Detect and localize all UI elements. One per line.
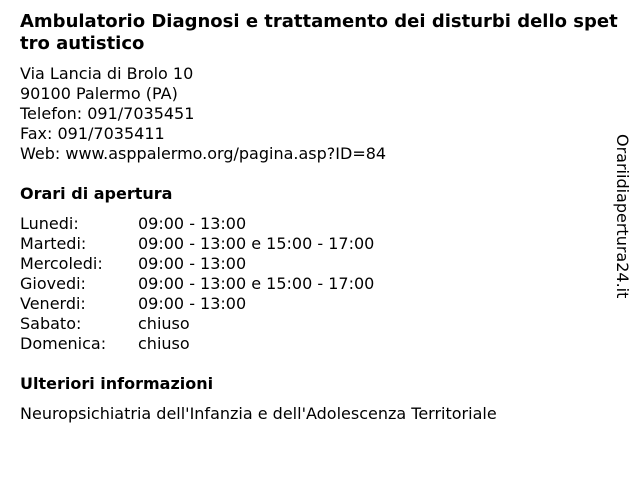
time-value: chiuso [138,314,190,333]
time-value: 09:00 - 13:00 e 15:00 - 17:00 [138,234,375,253]
day-label: Domenica: [20,334,107,353]
site-watermark: Orariidiapertura24.it [613,134,632,299]
time-value: 09:00 - 13:00 [138,254,247,273]
additional-info-text: Neuropsichiatria dell'Infanzia e dell'Adolescenza Territoriale [20,404,497,423]
city-address: 90100 Palermo (PA) [20,84,178,103]
website: Web: www.asppalermo.org/pagina.asp?ID=84 [20,144,387,163]
address-block [20,64,386,164]
time-value: chiuso [138,334,190,353]
day-label: Giovedi: [20,274,86,293]
page-title: Ambulatorio Diagnosi e trattamento dei disturbi dello spettro autistico [20,11,618,54]
day-label: Lunedi: [20,214,79,233]
day-label: Sabato: [20,314,82,333]
time-value: 09:00 - 13:00 [138,214,247,233]
fax-number: Fax: 091/7035411 [20,124,165,143]
street-address: Via Lancia di Brolo 10 [20,64,194,83]
day-label: Mercoledi: [20,254,103,273]
additional-info-heading: Ulteriori informazioni [20,374,214,393]
time-value: 09:00 - 13:00 e 15:00 - 17:00 [138,274,375,293]
day-label: Martedi: [20,234,87,253]
time-value: 09:00 - 13:00 [138,294,247,313]
opening-hours-heading: Orari di apertura [20,184,173,203]
day-label: Venerdi: [20,294,86,313]
phone-number: Telefon: 091/7035451 [20,104,195,123]
